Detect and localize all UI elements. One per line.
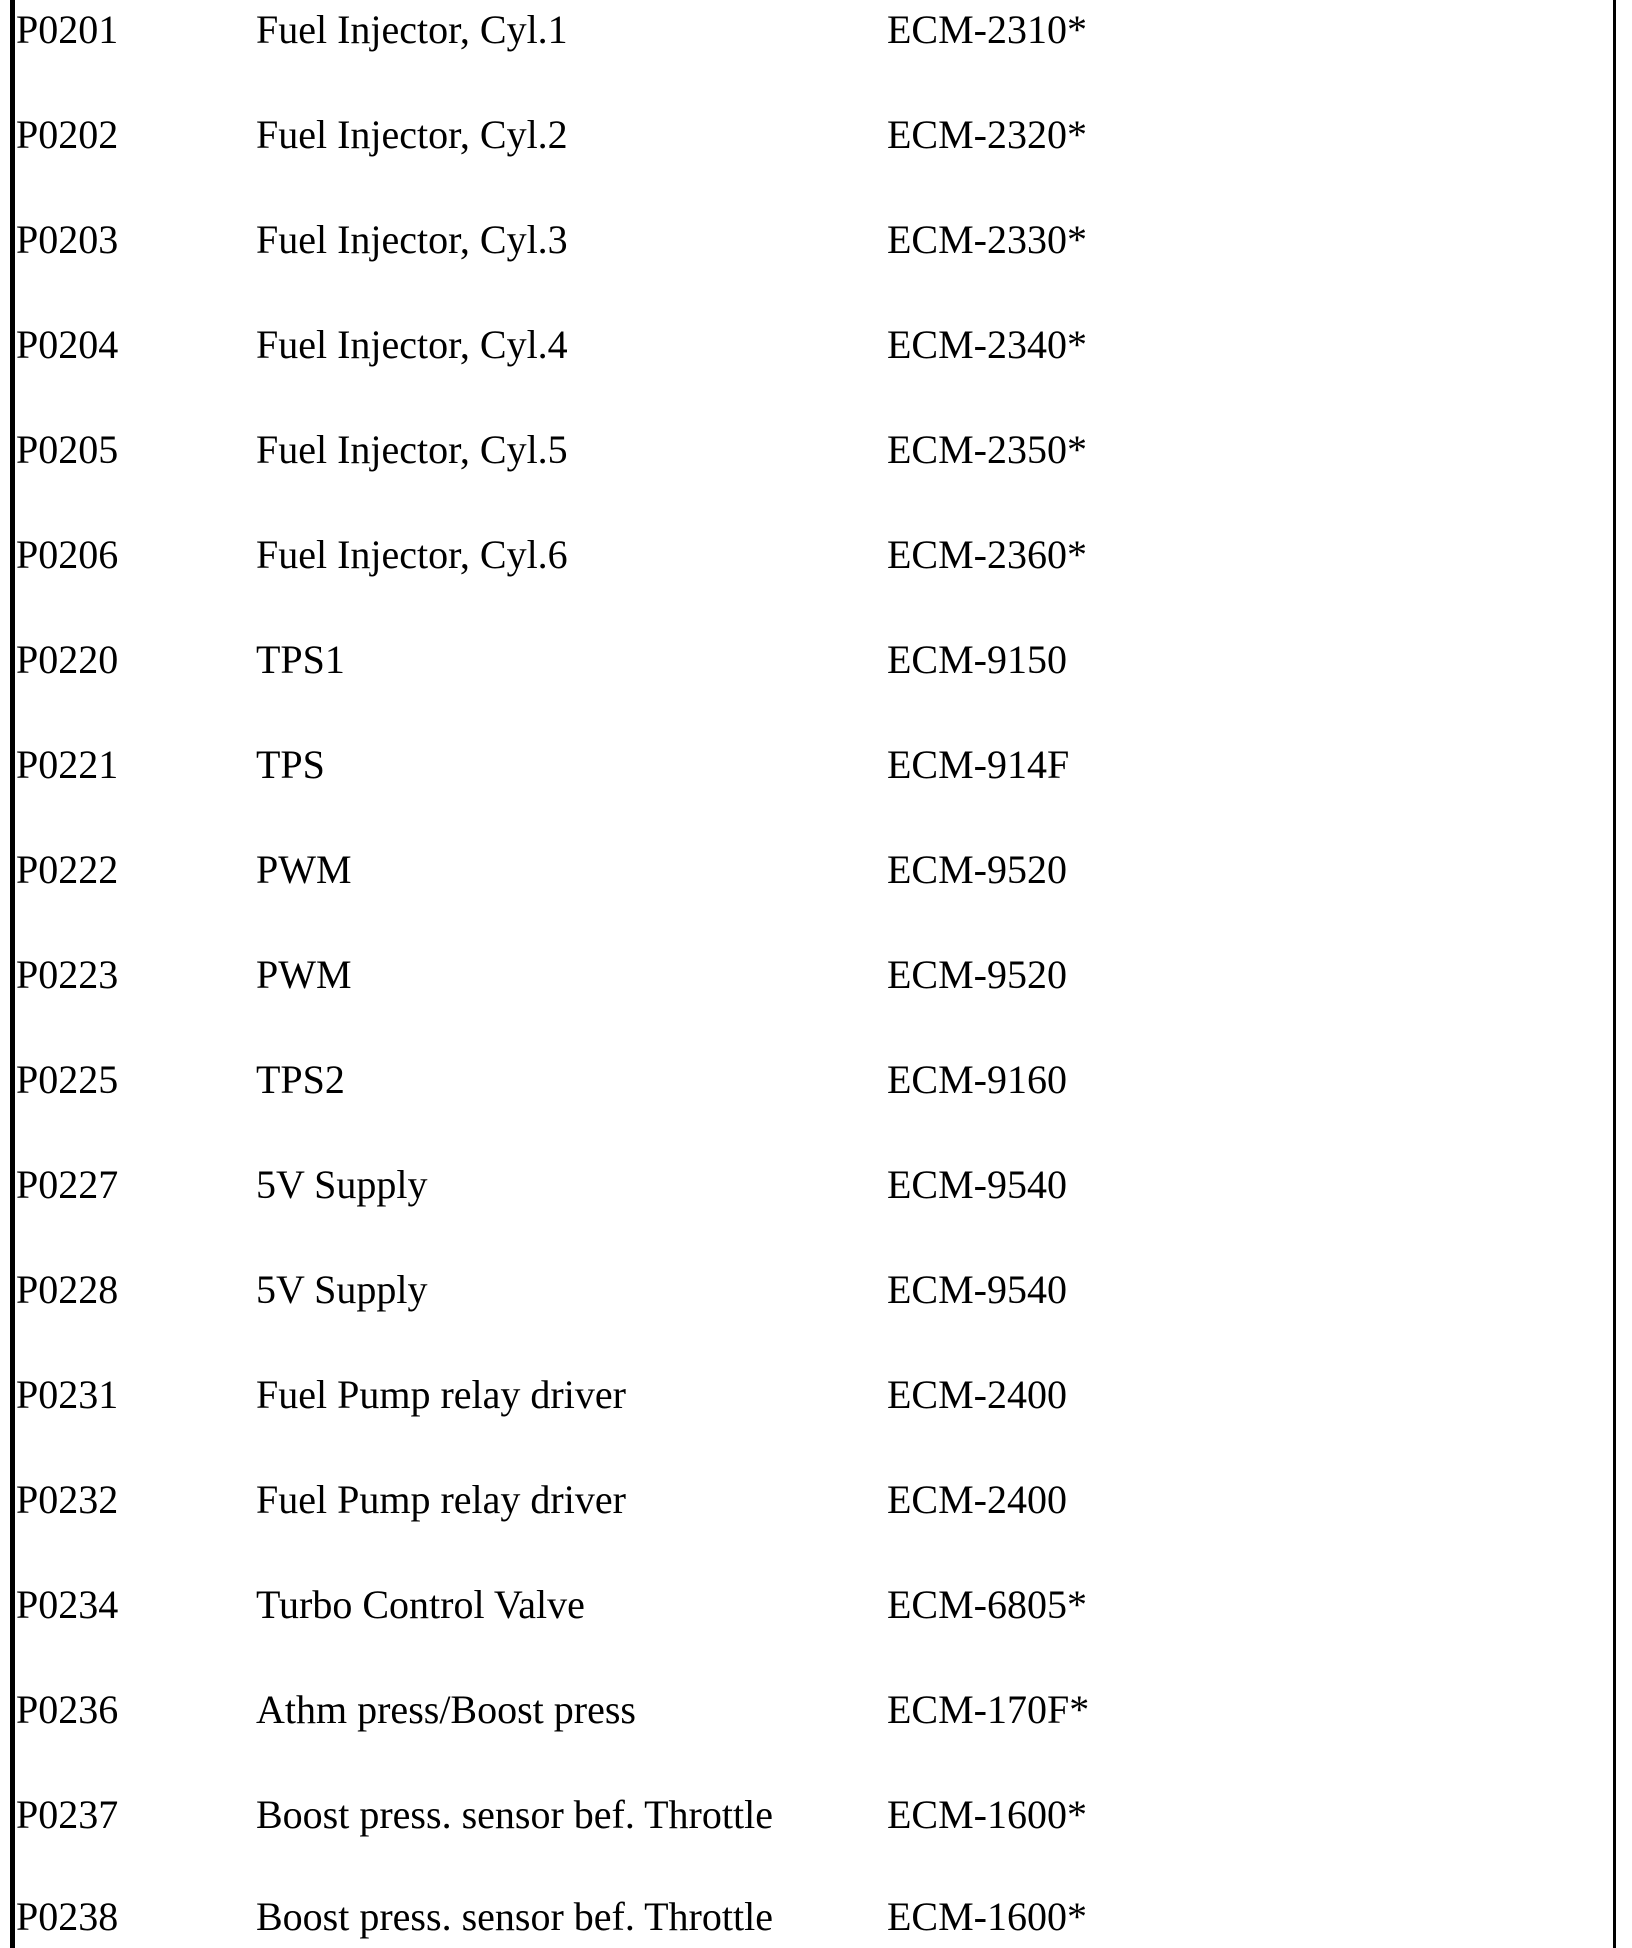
description-cell: TPS2 bbox=[256, 1057, 345, 1102]
description-cell: Boost press. sensor bef. Throttle bbox=[256, 1894, 773, 1939]
fault-code-cell: P0231 bbox=[16, 1372, 119, 1417]
table-row bbox=[0, 0, 1632, 60]
fault-code-cell: P0202 bbox=[16, 112, 119, 157]
reference-cell: ECM-2320* bbox=[887, 112, 1087, 157]
description-cell: Fuel Pump relay driver bbox=[256, 1372, 626, 1417]
description-cell: PWM bbox=[256, 847, 352, 892]
reference-cell: ECM-914F bbox=[887, 742, 1070, 787]
description-cell: Turbo Control Valve bbox=[256, 1582, 585, 1627]
table-row bbox=[0, 1785, 1632, 1845]
fault-code-cell: P0204 bbox=[16, 322, 119, 367]
table-row bbox=[0, 1050, 1632, 1110]
fault-code-cell: P0238 bbox=[16, 1894, 119, 1939]
reference-cell: ECM-9540 bbox=[887, 1267, 1067, 1312]
fault-code-cell: P0222 bbox=[16, 847, 119, 892]
description-cell: Fuel Injector, Cyl.2 bbox=[256, 112, 568, 157]
description-cell: TPS1 bbox=[256, 637, 345, 682]
fault-code-cell: P0234 bbox=[16, 1582, 119, 1627]
reference-cell: ECM-2400 bbox=[887, 1372, 1067, 1417]
reference-cell: ECM-2400 bbox=[887, 1477, 1067, 1522]
description-cell: Fuel Injector, Cyl.6 bbox=[256, 532, 568, 577]
table-row bbox=[0, 1887, 1632, 1947]
reference-cell: ECM-2350* bbox=[887, 427, 1087, 472]
table-row bbox=[0, 525, 1632, 585]
table-row bbox=[0, 1680, 1632, 1740]
fault-code-cell: P0205 bbox=[16, 427, 119, 472]
table-row bbox=[0, 1365, 1632, 1425]
fault-code-cell: P0236 bbox=[16, 1687, 119, 1732]
table-row bbox=[0, 315, 1632, 375]
reference-cell: ECM-9150 bbox=[887, 637, 1067, 682]
description-cell: PWM bbox=[256, 952, 352, 997]
reference-cell: ECM-9520 bbox=[887, 847, 1067, 892]
table-row bbox=[0, 1155, 1632, 1215]
fault-code-cell: P0221 bbox=[16, 742, 119, 787]
reference-cell: ECM-9540 bbox=[887, 1162, 1067, 1207]
description-cell: Boost press. sensor bef. Throttle bbox=[256, 1792, 773, 1837]
description-cell: Fuel Injector, Cyl.1 bbox=[256, 7, 568, 52]
table-row bbox=[0, 210, 1632, 270]
table-row bbox=[0, 735, 1632, 795]
description-cell: Fuel Injector, Cyl.3 bbox=[256, 217, 568, 262]
table-row bbox=[0, 1575, 1632, 1635]
description-cell: Fuel Pump relay driver bbox=[256, 1477, 626, 1522]
reference-cell: ECM-2360* bbox=[887, 532, 1087, 577]
reference-cell: ECM-9160 bbox=[887, 1057, 1067, 1102]
reference-cell: ECM-1600* bbox=[887, 1792, 1087, 1837]
description-cell: 5V Supply bbox=[256, 1162, 428, 1207]
fault-code-cell: P0220 bbox=[16, 637, 119, 682]
reference-cell: ECM-170F* bbox=[887, 1687, 1090, 1732]
table-row bbox=[0, 420, 1632, 480]
description-cell: Fuel Injector, Cyl.4 bbox=[256, 322, 568, 367]
reference-cell: ECM-2330* bbox=[887, 217, 1087, 262]
reference-cell: ECM-1600* bbox=[887, 1894, 1087, 1939]
description-cell: Fuel Injector, Cyl.5 bbox=[256, 427, 568, 472]
reference-cell: ECM-2340* bbox=[887, 322, 1087, 367]
description-cell: Athm press/Boost press bbox=[256, 1687, 636, 1732]
fault-code-cell: P0203 bbox=[16, 217, 119, 262]
fault-code-cell: P0206 bbox=[16, 532, 119, 577]
fault-code-cell: P0201 bbox=[16, 7, 119, 52]
table-row bbox=[0, 1260, 1632, 1320]
table-row bbox=[0, 630, 1632, 690]
fault-code-cell: P0232 bbox=[16, 1477, 119, 1522]
description-cell: 5V Supply bbox=[256, 1267, 428, 1312]
table-row bbox=[0, 945, 1632, 1005]
reference-cell: ECM-2310* bbox=[887, 7, 1087, 52]
fault-code-cell: P0223 bbox=[16, 952, 119, 997]
table-row bbox=[0, 105, 1632, 165]
fault-code-cell: P0228 bbox=[16, 1267, 119, 1312]
table-row bbox=[0, 1470, 1632, 1530]
reference-cell: ECM-6805* bbox=[887, 1582, 1087, 1627]
description-cell: TPS bbox=[256, 742, 325, 787]
fault-code-cell: P0237 bbox=[16, 1792, 119, 1837]
reference-cell: ECM-9520 bbox=[887, 952, 1067, 997]
table-row bbox=[0, 840, 1632, 900]
fault-code-cell: P0227 bbox=[16, 1162, 119, 1207]
fault-code-cell: P0225 bbox=[16, 1057, 119, 1102]
